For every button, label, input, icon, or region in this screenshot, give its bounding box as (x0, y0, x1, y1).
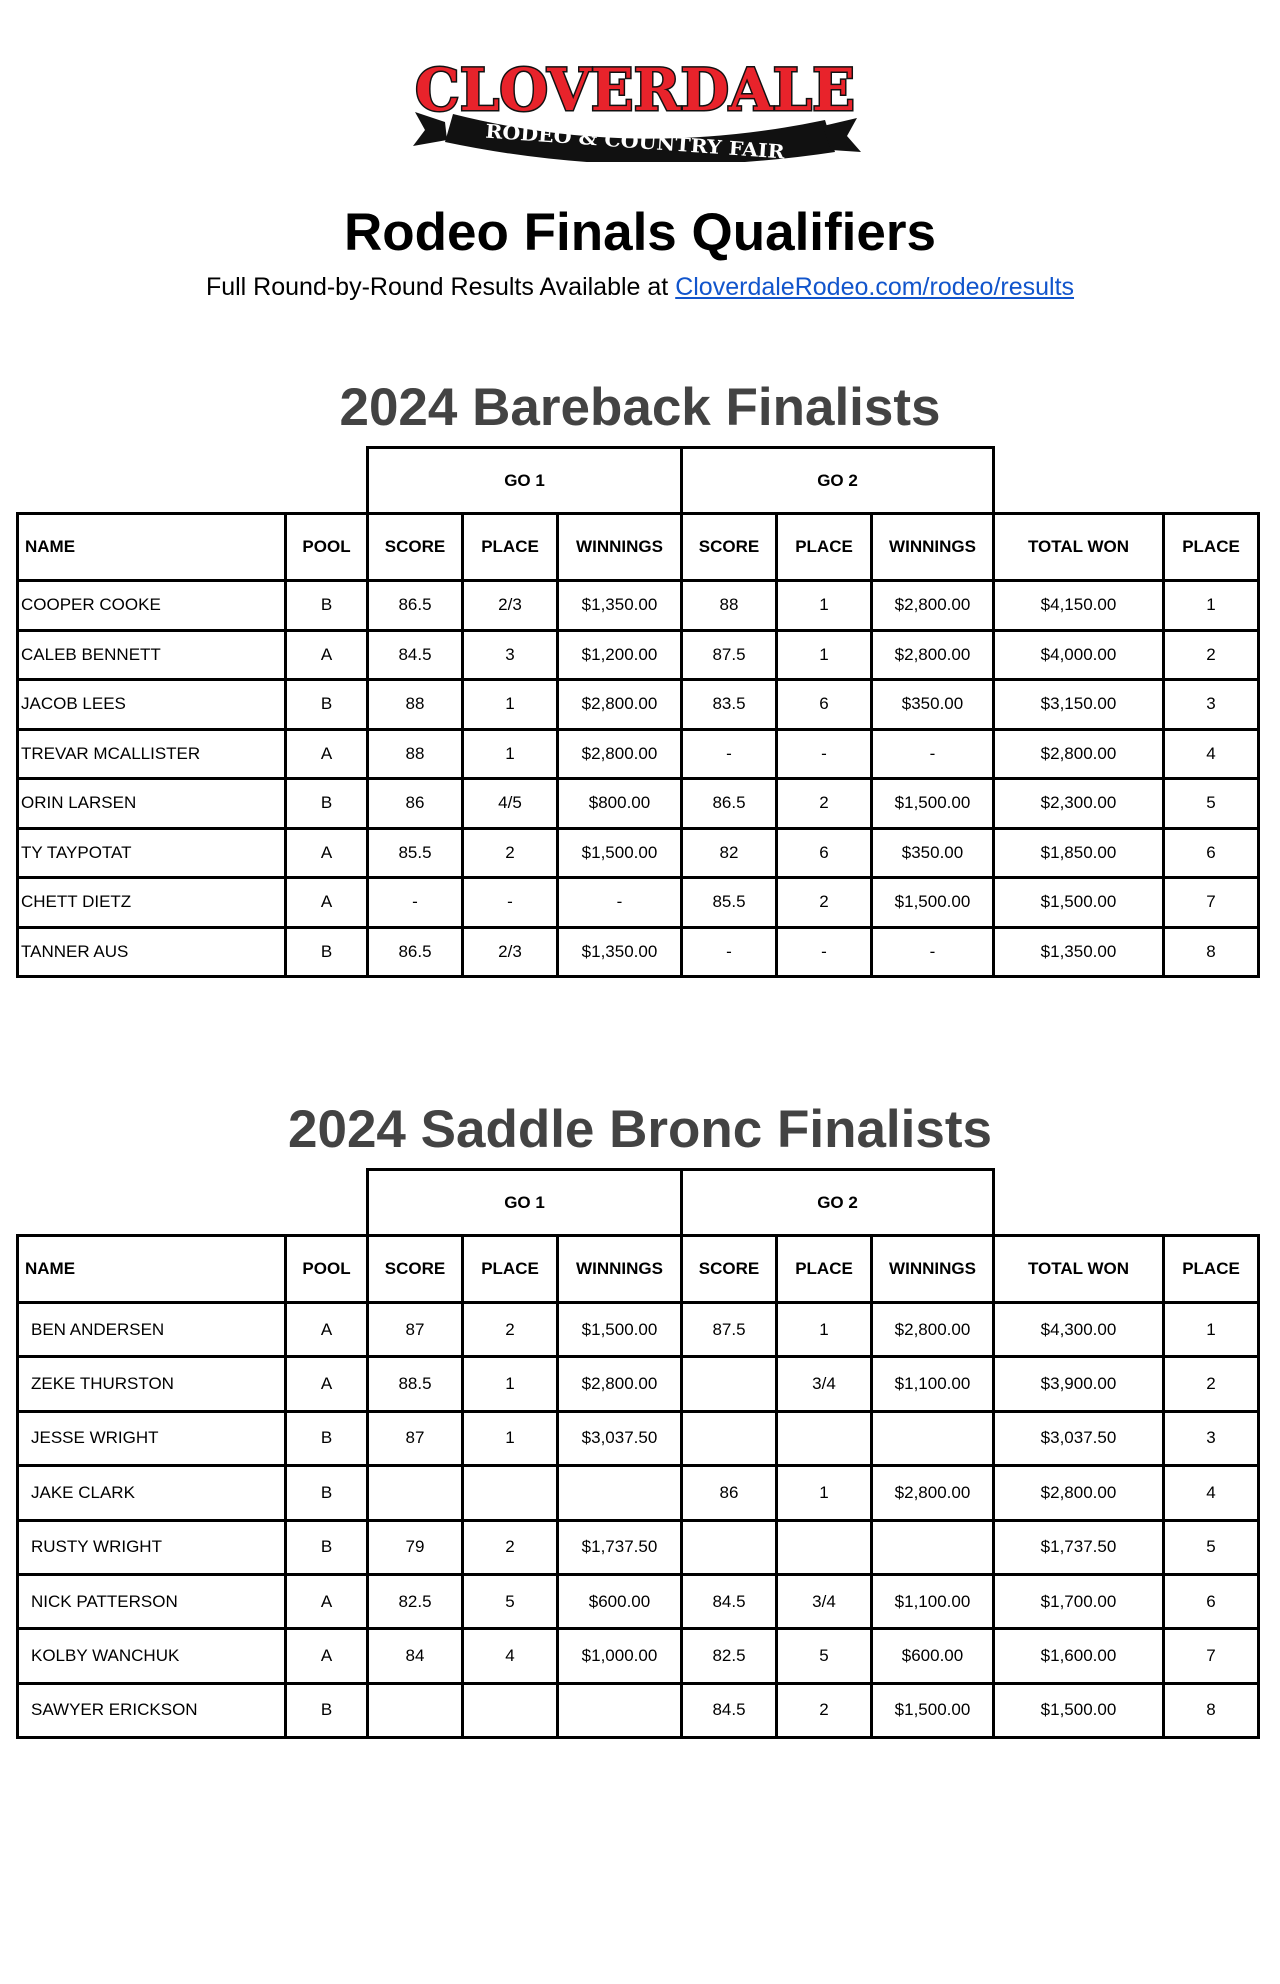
cell-go2-place: - (777, 729, 872, 779)
cell-pool: B (286, 581, 368, 631)
cell-go2-place: 1 (777, 1303, 872, 1357)
table-row (18, 779, 1259, 829)
cell-go1-place: - (463, 878, 558, 928)
header-name: NAME (18, 514, 286, 581)
cell-go1-place: 1 (463, 1357, 558, 1411)
table-row (18, 1520, 1259, 1574)
cell-total-won: $3,037.50 (994, 1411, 1164, 1465)
cell-go1-winnings: $2,800.00 (558, 680, 682, 730)
table-row (18, 680, 1259, 730)
cell-go1-score: 88 (368, 680, 463, 730)
cell-go2-winnings: $2,800.00 (872, 1303, 994, 1357)
cell-pool: B (286, 779, 368, 829)
cell-go2-score: 88 (682, 581, 777, 631)
cell-pool: A (286, 878, 368, 928)
cell-go2-place (777, 1411, 872, 1465)
cell-go2-place: 3/4 (777, 1357, 872, 1411)
header-go1-winnings: WINNINGS (558, 514, 682, 581)
cell-go1-score: 86.5 (368, 927, 463, 977)
cell-go2-winnings: - (872, 729, 994, 779)
header-go2-score: SCORE (682, 1236, 777, 1303)
cell-total-won: $3,150.00 (994, 680, 1164, 730)
cell-go1-winnings: $3,037.50 (558, 1411, 682, 1465)
cell-total-won: $2,800.00 (994, 729, 1164, 779)
cell-go2-winnings: $1,500.00 (872, 878, 994, 928)
cell-pool: B (286, 1411, 368, 1465)
cell-go1-score: 88.5 (368, 1357, 463, 1411)
table-row (18, 1411, 1259, 1465)
cell-go1-place (463, 1466, 558, 1520)
cell-name: ZEKE THURSTON (18, 1357, 286, 1411)
saddle-bronc-section-title: 2024 Saddle Bronc Finalists (288, 1100, 992, 1159)
cell-go1-place: 2 (463, 1303, 558, 1357)
cell-go2-winnings: $350.00 (872, 680, 994, 730)
cell-go1-place: 5 (463, 1574, 558, 1628)
cell-go2-place: 2 (777, 878, 872, 928)
table-row (18, 1303, 1259, 1357)
cell-go1-winnings: $1,737.50 (558, 1520, 682, 1574)
cell-go1-place: 1 (463, 1411, 558, 1465)
table-row (18, 1683, 1259, 1737)
cell-go1-winnings: $1,350.00 (558, 581, 682, 631)
table-row (18, 1629, 1259, 1683)
cell-name: JACOB LEES (18, 680, 286, 730)
cell-pool: A (286, 630, 368, 680)
cell-go2-winnings: $1,500.00 (872, 779, 994, 829)
cell-final-place: 2 (1164, 1357, 1259, 1411)
header-go2-score: SCORE (682, 514, 777, 581)
cell-total-won: $4,000.00 (994, 630, 1164, 680)
header-total-won: TOTAL WON (994, 1236, 1164, 1303)
cell-total-won: $1,850.00 (994, 828, 1164, 878)
cell-go1-place: 2 (463, 1520, 558, 1574)
cell-go1-score: 84 (368, 1629, 463, 1683)
cell-go1-place: 1 (463, 680, 558, 730)
cell-go2-winnings (872, 1520, 994, 1574)
cell-go2-winnings: $350.00 (872, 828, 994, 878)
cell-go1-winnings (558, 1466, 682, 1520)
cell-total-won: $4,150.00 (994, 581, 1164, 631)
cell-go1-score: - (368, 878, 463, 928)
cell-go1-winnings: $1,000.00 (558, 1629, 682, 1683)
cell-name: CALEB BENNETT (18, 630, 286, 680)
cell-final-place: 1 (1164, 1303, 1259, 1357)
header-go2-place: PLACE (777, 1236, 872, 1303)
cell-go2-score: 84.5 (682, 1574, 777, 1628)
cell-final-place: 6 (1164, 1574, 1259, 1628)
table-row (18, 630, 1259, 680)
cell-go1-winnings: $1,500.00 (558, 828, 682, 878)
subtitle-prefix: Full Round-by-Round Results Available at (205, 273, 676, 301)
cell-name: TREVAR MCALLISTER (18, 729, 286, 779)
table-row (18, 828, 1259, 878)
cell-pool: A (286, 1303, 368, 1357)
cell-total-won: $1,350.00 (994, 927, 1164, 977)
bareback-section-title: 2024 Bareback Finalists (339, 378, 941, 437)
cell-total-won: $2,800.00 (994, 1466, 1164, 1520)
cell-go1-place: 2/3 (463, 581, 558, 631)
logo-main-text: CLOVERDALE (415, 56, 855, 124)
cell-go2-winnings: $2,800.00 (872, 581, 994, 631)
table-row (18, 1466, 1259, 1520)
cell-go1-score: 79 (368, 1520, 463, 1574)
header-go2-winnings: WINNINGS (872, 1236, 994, 1303)
cell-go2-place: 1 (777, 1466, 872, 1520)
header-go1-winnings: WINNINGS (558, 1236, 682, 1303)
cell-go1-winnings: $600.00 (558, 1574, 682, 1628)
cell-final-place: 8 (1164, 927, 1259, 977)
cell-go1-score: 87 (368, 1303, 463, 1357)
cell-go1-score: 86.5 (368, 581, 463, 631)
header-go1-score: SCORE (368, 514, 463, 581)
cell-go2-score: 83.5 (682, 680, 777, 730)
cell-total-won: $4,300.00 (994, 1303, 1164, 1357)
header-pool: POOL (286, 514, 368, 581)
cell-name: KOLBY WANCHUK (18, 1629, 286, 1683)
cell-go1-score: 84.5 (368, 630, 463, 680)
cell-pool: A (286, 1574, 368, 1628)
group-spacer-right (994, 448, 1259, 514)
cell-go2-score: - (682, 927, 777, 977)
cell-go1-score: 88 (368, 729, 463, 779)
header-go1-score: SCORE (368, 1236, 463, 1303)
cell-name: SAWYER ERICKSON (18, 1683, 286, 1737)
table-row (18, 878, 1259, 928)
cell-final-place: 5 (1164, 779, 1259, 829)
cell-go1-place: 2 (463, 828, 558, 878)
cell-name: NICK PATTERSON (18, 1574, 286, 1628)
cell-go1-place: 1 (463, 729, 558, 779)
table-row (18, 581, 1259, 631)
cell-go2-place: 2 (777, 779, 872, 829)
cell-go2-score (682, 1411, 777, 1465)
cell-name: BEN ANDERSEN (18, 1303, 286, 1357)
cell-total-won: $1,700.00 (994, 1574, 1164, 1628)
cell-go1-place (463, 1683, 558, 1737)
cell-go1-place: 3 (463, 630, 558, 680)
cell-go1-winnings: $1,350.00 (558, 927, 682, 977)
go2-group-header: GO 2 (682, 1170, 994, 1236)
cell-go2-score: 86 (682, 1466, 777, 1520)
header-final-place: PLACE (1164, 1236, 1259, 1303)
cell-go1-score: 85.5 (368, 828, 463, 878)
cell-pool: A (286, 1629, 368, 1683)
cell-go2-score: 87.5 (682, 630, 777, 680)
table-row (18, 729, 1259, 779)
group-header-row (18, 1170, 1259, 1236)
cloverdale-logo (395, 42, 875, 162)
cell-go1-place: 4 (463, 1629, 558, 1683)
cell-go2-winnings: $1,500.00 (872, 1683, 994, 1737)
cell-final-place: 7 (1164, 1629, 1259, 1683)
bareback-results-table (16, 446, 1260, 978)
cell-go2-winnings: $1,100.00 (872, 1357, 994, 1411)
cell-total-won: $1,500.00 (994, 878, 1164, 928)
cell-go2-place: 3/4 (777, 1574, 872, 1628)
cell-final-place: 8 (1164, 1683, 1259, 1737)
results-link[interactable]: CloverdaleRodeo.com/rodeo/results (675, 273, 1075, 301)
cell-go2-winnings (872, 1411, 994, 1465)
go1-group-header: GO 1 (368, 1170, 682, 1236)
table-row (18, 927, 1259, 977)
cell-total-won: $1,600.00 (994, 1629, 1164, 1683)
cell-go1-winnings: $1,200.00 (558, 630, 682, 680)
cell-final-place: 3 (1164, 680, 1259, 730)
cell-go2-score: 85.5 (682, 878, 777, 928)
cell-go1-winnings: $1,500.00 (558, 1303, 682, 1357)
cell-name: JESSE WRIGHT (18, 1411, 286, 1465)
cell-final-place: 6 (1164, 828, 1259, 878)
cell-total-won: $1,500.00 (994, 1683, 1164, 1737)
cell-go2-score: 82 (682, 828, 777, 878)
cell-pool: B (286, 1683, 368, 1737)
cell-final-place: 4 (1164, 729, 1259, 779)
column-header-row (18, 1236, 1259, 1303)
cell-go1-score (368, 1683, 463, 1737)
cell-pool: B (286, 1520, 368, 1574)
go2-group-header: GO 2 (682, 448, 994, 514)
table-row (18, 1574, 1259, 1628)
cell-go1-winnings: $2,800.00 (558, 1357, 682, 1411)
cell-go1-winnings (558, 1683, 682, 1737)
header-pool: POOL (286, 1236, 368, 1303)
cell-name: CHETT DIETZ (18, 878, 286, 928)
cell-name: COOPER COOKE (18, 581, 286, 631)
cell-final-place: 7 (1164, 878, 1259, 928)
cell-name: ORIN LARSEN (18, 779, 286, 829)
cell-final-place: 3 (1164, 1411, 1259, 1465)
cell-go1-score (368, 1466, 463, 1520)
cell-go2-score: 86.5 (682, 779, 777, 829)
cell-total-won: $1,737.50 (994, 1520, 1164, 1574)
header-go2-winnings: WINNINGS (872, 514, 994, 581)
cell-go1-winnings: $2,800.00 (558, 729, 682, 779)
group-spacer-right (994, 1170, 1259, 1236)
cell-go2-score: 84.5 (682, 1683, 777, 1737)
cell-go2-winnings: - (872, 927, 994, 977)
header-go2-place: PLACE (777, 514, 872, 581)
cell-final-place: 4 (1164, 1466, 1259, 1520)
cell-go2-winnings: $2,800.00 (872, 630, 994, 680)
cell-go1-score: 87 (368, 1411, 463, 1465)
cell-go2-winnings: $2,800.00 (872, 1466, 994, 1520)
cell-name: TANNER AUS (18, 927, 286, 977)
cell-go2-place: 2 (777, 1683, 872, 1737)
cell-final-place: 5 (1164, 1520, 1259, 1574)
table-row (18, 1357, 1259, 1411)
cell-go1-winnings: $800.00 (558, 779, 682, 829)
cell-go1-score: 82.5 (368, 1574, 463, 1628)
cell-total-won: $2,300.00 (994, 779, 1164, 829)
cell-go1-place: 4/5 (463, 779, 558, 829)
subtitle (0, 270, 1280, 304)
cell-pool: B (286, 1466, 368, 1520)
cell-go2-score (682, 1357, 777, 1411)
cell-pool: A (286, 729, 368, 779)
cell-go2-place: 6 (777, 828, 872, 878)
header-name: NAME (18, 1236, 286, 1303)
cell-name: TY TAYPOTAT (18, 828, 286, 878)
cell-go2-place: 1 (777, 630, 872, 680)
cell-go2-place: - (777, 927, 872, 977)
cell-go1-place: 2/3 (463, 927, 558, 977)
cell-pool: B (286, 927, 368, 977)
header-final-place: PLACE (1164, 514, 1259, 581)
group-spacer-left (18, 448, 368, 514)
logo-banner-text: RODEO & COUNTRY FAIR (484, 120, 763, 162)
cell-total-won: $3,900.00 (994, 1357, 1164, 1411)
column-header-row (18, 514, 1259, 581)
group-spacer-left (18, 1170, 368, 1236)
cell-go2-score: 82.5 (682, 1629, 777, 1683)
header-total-won: TOTAL WON (994, 514, 1164, 581)
cell-pool: A (286, 1357, 368, 1411)
cell-name: JAKE CLARK (18, 1466, 286, 1520)
go1-group-header: GO 1 (368, 448, 682, 514)
cell-go2-place: 1 (777, 581, 872, 631)
cell-go2-winnings: $1,100.00 (872, 1574, 994, 1628)
saddle-bronc-results-table (16, 1168, 1260, 1739)
cell-final-place: 2 (1164, 630, 1259, 680)
cell-pool: A (286, 828, 368, 878)
header-go1-place: PLACE (463, 514, 558, 581)
header-go1-place: PLACE (463, 1236, 558, 1303)
cell-go2-score: 87.5 (682, 1303, 777, 1357)
cell-go2-place (777, 1520, 872, 1574)
cell-name: RUSTY WRIGHT (18, 1520, 286, 1574)
cell-go1-score: 86 (368, 779, 463, 829)
cell-final-place: 1 (1164, 581, 1259, 631)
cell-go2-place: 5 (777, 1629, 872, 1683)
cell-go2-score (682, 1520, 777, 1574)
cell-go2-score: - (682, 729, 777, 779)
cell-go1-winnings: - (558, 878, 682, 928)
cell-go2-winnings: $600.00 (872, 1629, 994, 1683)
cell-pool: B (286, 680, 368, 730)
page-title: Rodeo Finals Qualifiers (344, 203, 936, 262)
cell-go2-place: 6 (777, 680, 872, 730)
group-header-row (18, 448, 1259, 514)
